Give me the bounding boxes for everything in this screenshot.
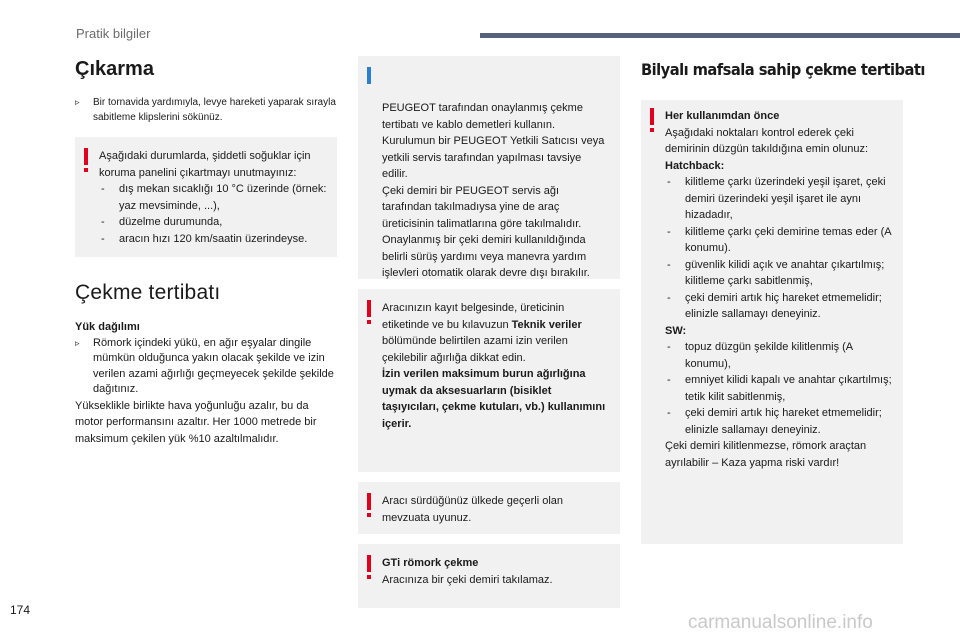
warning-weight-text — [382, 300, 610, 366]
load-text: Yükseklikle birlikte hava yoğunluğu azalır, bu da motor performansını azaltır. Her 1000 metrede bir maksimum çekilen yük %10 azaltılmalıdır. — [75, 399, 317, 445]
watermark: carmanualsonline.info — [688, 612, 873, 633]
warning-weight-bold: İzin verilen maksimum burun ağırlığına uymak da aksesuarların (bisiklet taşıyıcıları, çekme kutuları, vb.) kullanımını içerir. — [382, 368, 606, 430]
warning-box-cold-panel — [75, 137, 337, 257]
load-title: Yük dağılımı — [75, 321, 140, 333]
info-box-approved-towbar — [358, 56, 620, 279]
warning-weight-part2: bölümünde belirtilen azami izin verilen çekilebilir ağırlığa dikkat edin. — [382, 335, 568, 364]
box-intro: Aşağıdaki noktaları kontrol ederek çeki demirinin düzgün takıldığına emin olunuz: — [665, 126, 869, 155]
list-item: - aracın hızı 120 km/saatin üzerindeyse. — [99, 231, 327, 248]
warning-box-gti — [358, 544, 620, 608]
exclamation-icon — [367, 493, 371, 510]
load-step — [75, 336, 337, 398]
sw-label: SW: — [665, 324, 687, 337]
list-item: - çeki demiri artık hiç hareket etmemelidir; elinizle sallamayı deneyiniz. — [665, 290, 893, 323]
list-item: - kilitleme çarkı çeki demirine temas eder (A konumu). — [665, 224, 893, 257]
box-title: Her kullanımdan önce — [665, 110, 780, 122]
arrow-right-icon: ▹ — [75, 337, 80, 348]
page-header-title: Pratik bilgiler — [76, 26, 151, 41]
section-title-towing: Çekme tertibatı — [75, 281, 221, 304]
sw-list — [665, 339, 893, 438]
closing-text: Çeki demiri kilitlenmezse, römork araçtan ayrılabilir – Kaza yapma riski vardır! — [665, 440, 867, 469]
warning-box-before-use — [641, 100, 903, 544]
warning-weight-bold-inline: Teknik veriler — [511, 318, 582, 331]
list-item: - emniyet kilidi kapalı ve anahtar çıkartılmış; tetik kilit sabitlenmiş, — [665, 372, 893, 405]
exclamation-icon — [650, 108, 654, 125]
warning-box-regulations — [358, 482, 620, 534]
warning-regulations-text: Aracı sürdüğünüz ülkede geçerli olan mevzuata uyunuz. — [382, 495, 564, 524]
removal-step — [75, 95, 337, 125]
warning-gti-text: Aracınıza bir çeki demiri takılamaz. — [382, 573, 553, 586]
header-bar — [480, 33, 960, 38]
info-bar-icon — [367, 67, 371, 84]
warning-intro: Aşağıdaki durumlarda, şiddetli soğuklar için koruma panelini çıkartmayı unutmayınız: — [99, 150, 311, 179]
list-item: - kilitleme çarkı üzerindeki yeşil işaret, çeki demiri üzerindeki yeşil işaret ile aynı hizadadır, — [665, 174, 893, 224]
list-item: - dış mekan sıcaklığı 10 °C üzerinde (örnek: yaz mevsiminde, ...), — [99, 181, 327, 214]
warning-weight-part1: Aracınızın kayıt belgesinde, üreticinin etiketinde ve bu kılavuzun — [382, 302, 565, 331]
list-item: - topuz düzgün şekilde kilitlenmiş (A konumu), — [665, 339, 893, 372]
list-item: - çeki demiri artık hiç hareket etmemelidir; elinizle sallamayı deneyiniz. — [665, 405, 893, 438]
page-number: 174 — [10, 603, 31, 617]
warning-list — [99, 181, 327, 247]
section-title-removal: Çıkarma — [75, 58, 154, 80]
hatchback-list — [665, 174, 893, 323]
removal-step-text: Bir tornavida yardımıyla, levye hareketi yaparak sırayla sabitleme klipslerini sökünüz. — [93, 97, 336, 123]
exclamation-icon — [84, 148, 88, 165]
column-right — [641, 56, 925, 544]
exclamation-icon — [367, 555, 371, 572]
section-title-ball-joint: Bilyalı mafsala sahip çekme tertibatı — [641, 60, 925, 79]
list-item: - güvenlik kilidi açık ve anahtar çıkartılmış; kilitleme çarkı sabitlenmiş, — [665, 257, 893, 290]
arrow-right-icon: ▹ — [75, 97, 80, 107]
column-left — [75, 56, 337, 447]
list-item: - düzelme durumunda, — [99, 214, 327, 231]
column-middle — [358, 56, 620, 608]
warning-gti-title: GTi römork çekme — [382, 557, 479, 569]
exclamation-icon — [367, 300, 371, 317]
info-text: PEUGEOT tarafından onaylanmış çekme tertibatı ve kablo demetleri kullanın. Kurulumun bir PEUGEOT Yetkili Satıcısı veya yetkili servis tarafından yapılması tavsiye edilir. Çeki demiri bir PEUGEOT servis ağı tarafından takılmadıysa yine de araç üreticisinin talimatlarına göre takılmalıdır. Onaylanmış bir çeki demiri kullanıldığında belirli sürüş yardımı veya manevra yardım işlevleri otomatik olarak devre dışı bırakılır. — [382, 102, 605, 279]
hatchback-label: Hatchback: — [665, 159, 725, 172]
warning-box-weight — [358, 289, 620, 472]
load-step-text: Römork içindeki yükü, en ağır eşyalar dingile mümkün olduğunca yakın olacak şekilde ve izin verilen azami ağırlığı geçmeyecek şekilde şekilde dağıtınız. — [93, 336, 334, 395]
